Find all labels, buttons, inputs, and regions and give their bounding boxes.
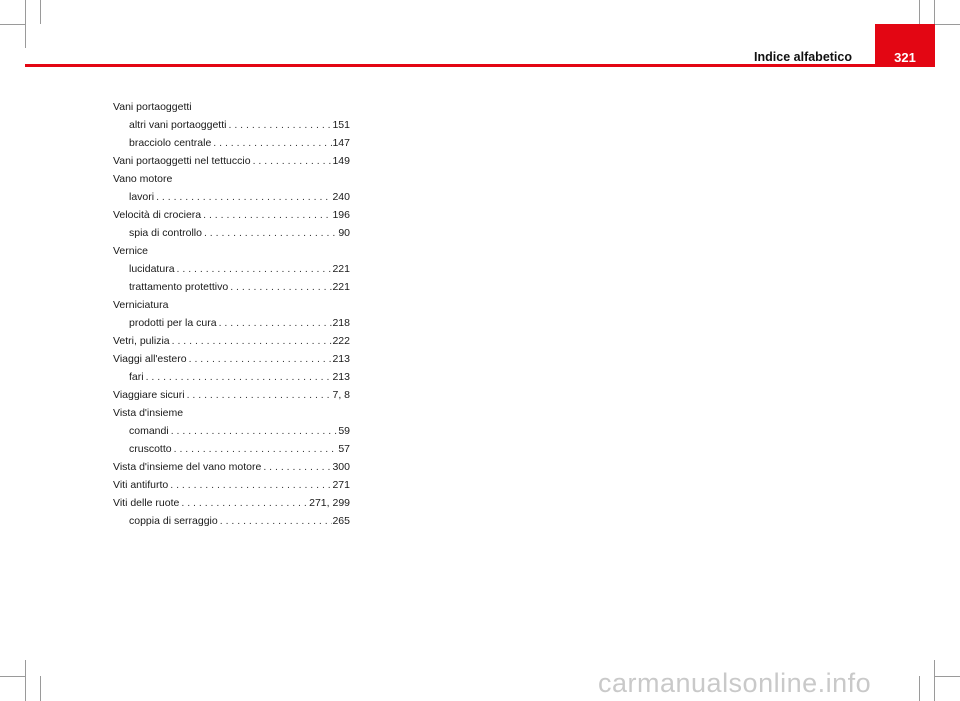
- index-entry: [113, 206, 350, 224]
- dot-leader: [169, 422, 339, 440]
- index-entry: [113, 332, 350, 350]
- crop-mark-top-right-h: [935, 24, 960, 25]
- entry-label: lavori: [129, 191, 155, 203]
- entry-label: prodotti per la cura: [129, 317, 217, 329]
- dot-leader: [154, 188, 332, 206]
- entry-page-ref: 90: [338, 227, 350, 239]
- entry-page-ref: 240: [332, 191, 350, 203]
- dot-leader: [175, 260, 333, 278]
- index-entry: [113, 350, 350, 368]
- index-subentry: [113, 368, 350, 386]
- entry-page-ref: 222: [332, 335, 350, 347]
- crop-mark-bottom-left-v: [25, 660, 26, 701]
- entry-page-ref: 265: [332, 515, 350, 527]
- entry-label: Viaggi all'estero: [113, 353, 187, 365]
- dot-leader: [217, 314, 333, 332]
- entry-page-ref: 196: [332, 209, 350, 221]
- entry-label: trattamento protettivo: [129, 281, 229, 293]
- entry-page-ref: 147: [332, 137, 350, 149]
- entry-label: Vetri, pulizia: [113, 335, 170, 347]
- entry-label: Vista d'insieme: [113, 407, 184, 419]
- index-entry: [113, 242, 350, 260]
- crop-mark-bottom-right-h: [935, 676, 960, 677]
- entry-label: comandi: [129, 425, 169, 437]
- index-subentry: [113, 314, 350, 332]
- index-entry: [113, 458, 350, 476]
- index-entry: [113, 404, 350, 422]
- dot-leader: [211, 134, 332, 152]
- dot-leader: [261, 458, 332, 476]
- index-list: [113, 98, 350, 530]
- entry-label: altri vani portaoggetti: [129, 119, 227, 131]
- dot-leader: [251, 152, 333, 170]
- page-number-tab: [875, 24, 935, 67]
- entry-label: Velocità di crociera: [113, 209, 202, 221]
- index-entry: [113, 296, 350, 314]
- entry-label: cruscotto: [129, 443, 172, 455]
- entry-page-ref: 218: [332, 317, 350, 329]
- entry-page-ref: 149: [332, 155, 350, 167]
- crop-mark-top-right-v: [919, 0, 920, 24]
- entry-label: Viti antifurto: [113, 479, 169, 491]
- index-entry: [113, 494, 350, 512]
- entry-page-ref: 300: [332, 461, 350, 473]
- header-rule: [25, 64, 935, 67]
- index-subentry: [113, 116, 350, 134]
- dot-leader: [168, 476, 332, 494]
- crop-mark-bottom-right-v: [934, 660, 935, 701]
- index-entry: [113, 170, 350, 188]
- crop-mark-top-right-v2: [934, 0, 935, 24]
- index-subentry: [113, 440, 350, 458]
- entry-page-ref: 221: [332, 281, 350, 293]
- dot-leader: [218, 512, 333, 530]
- entry-label: Vano motore: [113, 173, 173, 185]
- index-entry: [113, 386, 350, 404]
- entry-label: Viti delle ruote: [113, 497, 180, 509]
- entry-label: lucidatura: [129, 263, 175, 275]
- entry-label: Vernice: [113, 245, 149, 257]
- entry-label: Verniciatura: [113, 299, 169, 311]
- entry-page-ref: 7, 8: [332, 389, 350, 401]
- section-title: Indice alfabetico: [754, 50, 852, 64]
- dot-leader: [228, 278, 332, 296]
- index-subentry: [113, 278, 350, 296]
- entry-label: Vani portaoggetti: [113, 101, 192, 113]
- entry-label: Vista d'insieme del vano motore: [113, 461, 262, 473]
- crop-mark-top-left-h: [0, 24, 25, 25]
- dot-leader: [202, 224, 338, 242]
- index-subentry: [113, 422, 350, 440]
- entry-page-ref: 271: [332, 479, 350, 491]
- entry-label: coppia di serraggio: [129, 515, 218, 527]
- entry-page-ref: 271, 299: [309, 497, 350, 509]
- entry-label: fari: [129, 371, 144, 383]
- entry-page-ref: 151: [332, 119, 350, 131]
- index-subentry: [113, 134, 350, 152]
- entry-label: spia di controllo: [129, 227, 202, 239]
- index-subentry: [113, 224, 350, 242]
- dot-leader: [201, 206, 332, 224]
- index-subentry: [113, 512, 350, 530]
- entry-page-ref: 213: [332, 353, 350, 365]
- dot-leader: [172, 440, 339, 458]
- index-entry: [113, 152, 350, 170]
- crop-mark-top-left-v: [25, 0, 26, 48]
- dot-leader: [187, 350, 333, 368]
- crop-mark-bottom-right-v2: [919, 676, 920, 701]
- entry-page-ref: 213: [332, 371, 350, 383]
- crop-mark-top-left-v2: [40, 0, 41, 24]
- dot-leader: [185, 386, 333, 404]
- index-subentry: [113, 260, 350, 278]
- watermark: carmanualsonline.info: [598, 668, 872, 698]
- page-number: 321: [894, 50, 916, 65]
- entry-label: Viaggiare sicuri: [113, 389, 185, 401]
- index-subentry: [113, 188, 350, 206]
- entry-page-ref: 57: [338, 443, 350, 455]
- dot-leader: [226, 116, 332, 134]
- dot-leader: [179, 494, 309, 512]
- index-entry: [113, 476, 350, 494]
- index-entry: [113, 98, 350, 116]
- dot-leader: [170, 332, 333, 350]
- crop-mark-bottom-left-v2: [40, 676, 41, 701]
- entry-label: bracciolo centrale: [129, 137, 212, 149]
- entry-page-ref: 59: [338, 425, 350, 437]
- crop-mark-bottom-left-h: [0, 676, 25, 677]
- entry-label: Vani portaoggetti nel tettuccio: [113, 155, 251, 167]
- dot-leader: [144, 368, 333, 386]
- entry-page-ref: 221: [332, 263, 350, 275]
